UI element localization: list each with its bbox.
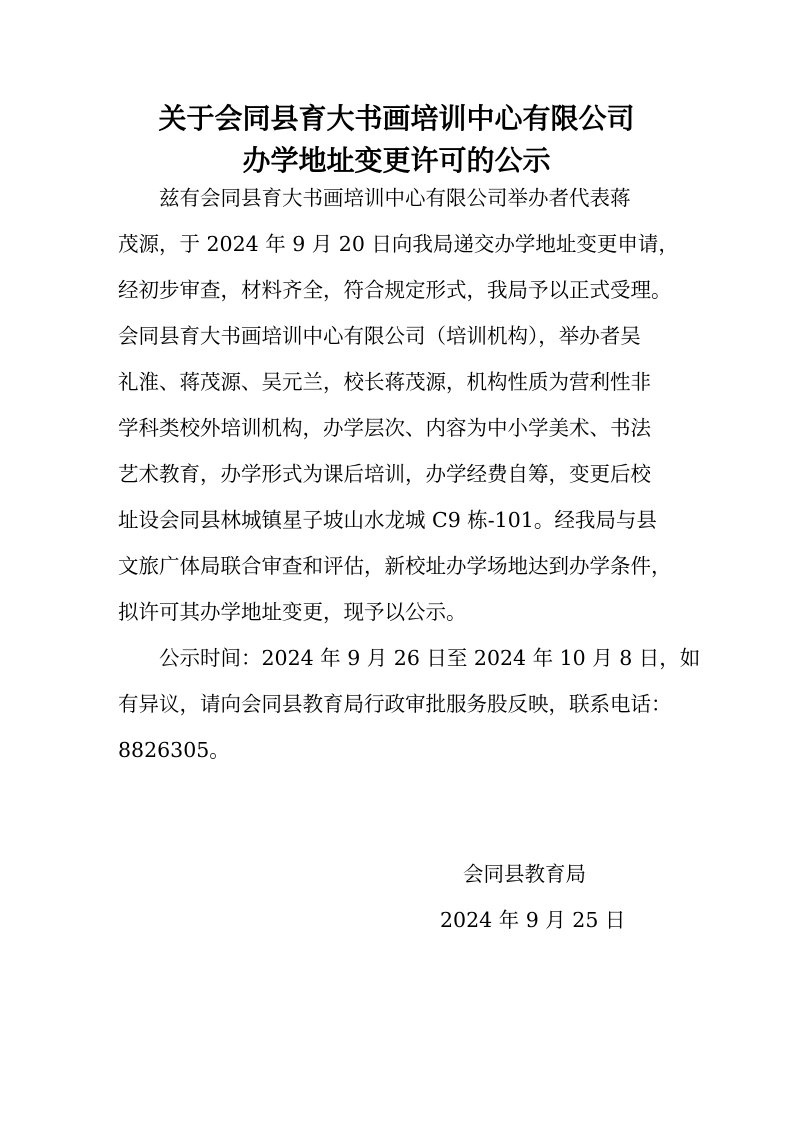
signature-date: 2024 年 9 月 25 日 (440, 908, 626, 932)
body-line: 兹有会同县育大书画培训中心有限公司举办者代表蒋 (118, 186, 631, 210)
body-line: 8826305。 (118, 738, 230, 762)
body-line: 经初步审查，材料齐全，符合规定形式，我局予以正式受理。 (118, 278, 672, 302)
document-title-line-1: 关于会同县育大书画培训中心有限公司 (158, 102, 635, 135)
signature-organization: 会同县教育局 (463, 862, 586, 886)
body-line: 礼淮、蒋茂源、吴元兰，校长蒋茂源，机构性质为营利性非 (118, 370, 651, 394)
body-line: 艺术教育，办学形式为课后培训，办学经费自筹，变更后校 (118, 462, 651, 486)
document-title-line-2: 办学地址变更许可的公示 (242, 144, 551, 177)
body-line: 文旅广体局联合审查和评估，新校址办学场地达到办学条件， (118, 554, 672, 578)
body-line: 拟许可其办学地址变更，现予以公示。 (118, 600, 467, 624)
body-line: 有异议，请向会同县教育局行政审批服务股反映，联系电话： (118, 692, 672, 716)
body-line: 学科类校外培训机构，办学层次、内容为中小学美术、书法 (118, 416, 651, 440)
body-line: 公示时间：2024 年 9 月 26 日至 2024 年 10 月 8 日，如 (118, 646, 701, 670)
body-line: 会同县育大书画培训中心有限公司（培训机构），举办者吴 (118, 324, 641, 348)
body-line: 址设会同县林城镇星子坡山水龙城 C9 栋-101。经我局与县 (118, 508, 657, 532)
body-line: 茂源，于 2024 年 9 月 20 日向我局递交办学地址变更申请， (118, 232, 679, 256)
